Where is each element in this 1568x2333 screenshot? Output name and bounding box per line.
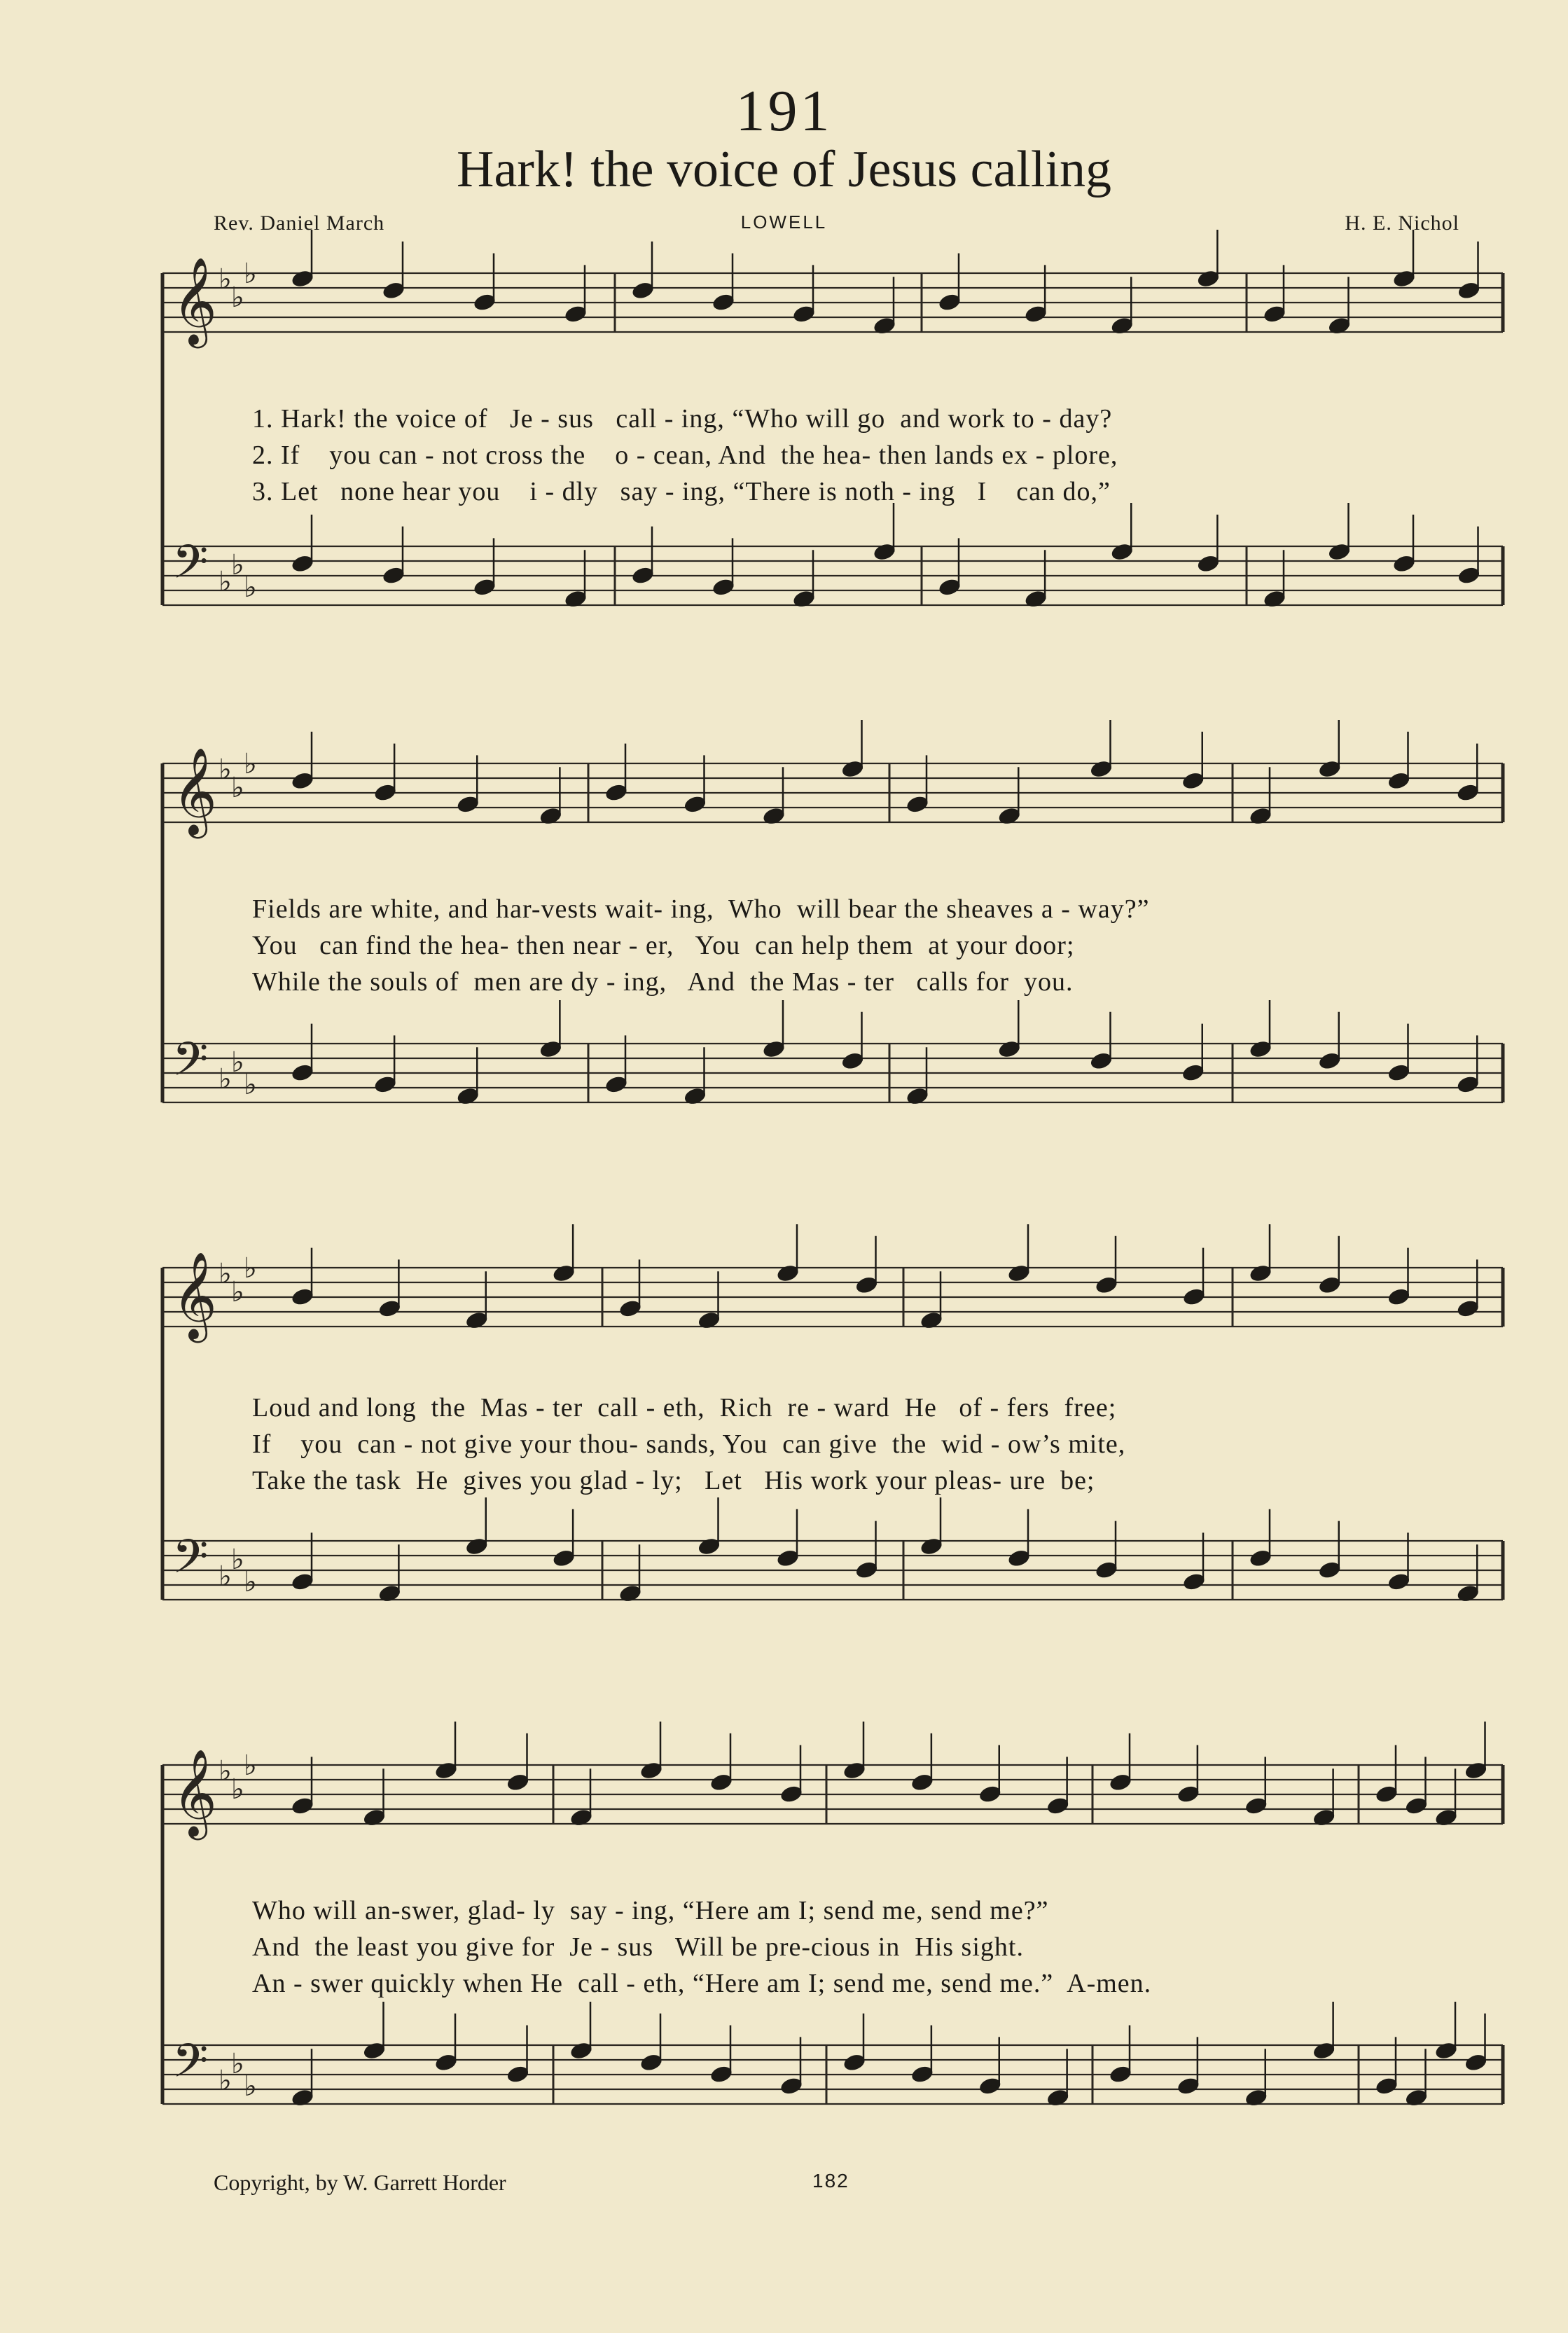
flat-icon: ♭ [244, 1252, 257, 1285]
flat-icon: ♭ [231, 2048, 244, 2080]
flat-icon: ♭ [218, 1560, 232, 1593]
flat-icon: ♭ [244, 1750, 257, 1782]
composer-credit: H. E. Nichol [1345, 212, 1459, 235]
flat-icon: ♭ [244, 2070, 257, 2103]
hymn-number: 191 [735, 78, 833, 144]
author-credit: Rev. Daniel March [214, 212, 385, 235]
flat-icon: ♭ [231, 1046, 244, 1079]
flat-icon: ♭ [218, 566, 232, 598]
flat-icon: ♭ [218, 754, 232, 786]
bass-clef-icon: 𝄢 [172, 535, 209, 600]
treble-clef-icon: 𝄞 [172, 1252, 217, 1339]
flat-icon: ♭ [231, 549, 244, 581]
page-number: 182 [812, 2170, 849, 2192]
flat-icon: ♭ [244, 572, 257, 604]
flat-icon: ♭ [231, 1276, 244, 1308]
lyric-line: And the least you give for Je - sus Will be pre-cious in His sight. [252, 1932, 1024, 1962]
lyric-line: Who will an-swer, glad- ly say - ing, “Here am I; send me, send me?” [252, 1896, 1049, 1925]
lyric-line: 2. If you can - not cross the o - cean, And the hea- then lands ex - plore, [252, 441, 1118, 470]
treble-clef-icon: 𝄞 [172, 747, 217, 835]
treble-clef-icon: 𝄞 [172, 1749, 217, 1836]
tune-name: LOWELL [740, 212, 828, 233]
lyric-line: You can find the hea- then near - er, You can help them at your door; [252, 931, 1075, 960]
bass-clef-icon: 𝄢 [172, 1530, 209, 1595]
flat-icon: ♭ [244, 748, 257, 780]
flat-icon: ♭ [218, 1258, 232, 1290]
flat-icon: ♭ [218, 1063, 232, 1095]
lyric-line: 1. Hark! the voice of Je - sus call - ing, “Who will go and work to - day? [252, 404, 1113, 434]
lyric-line: If you can - not give your thou- sands, You can give the wid - ow’s mite, [252, 1429, 1126, 1459]
flat-icon: ♭ [231, 282, 244, 314]
flat-icon: ♭ [231, 1544, 244, 1576]
hymn-title: Hark! the voice of Jesus calling [457, 141, 1111, 198]
lyric-line: While the souls of men are dy - ing, And the Mas - ter calls for you. [252, 967, 1074, 997]
lyric-line: Take the task He gives you glad - ly; Let His work your pleas- ure be; [252, 1466, 1095, 1495]
flat-icon: ♭ [218, 1755, 232, 1787]
lyric-line: An - swer quickly when He call - eth, “Here am I; send me, send me.” A-men. [252, 1969, 1152, 1998]
flat-icon: ♭ [231, 1773, 244, 1806]
flat-icon: ♭ [218, 263, 232, 296]
flat-icon: ♭ [244, 258, 257, 290]
flat-icon: ♭ [244, 1566, 257, 1598]
treble-clef-icon: 𝄞 [172, 257, 217, 345]
flat-icon: ♭ [244, 1069, 257, 1101]
bass-clef-icon: 𝄢 [172, 1032, 209, 1098]
lyric-line: Loud and long the Mas - ter call - eth, Rich re - ward He of - fers free; [252, 1393, 1117, 1422]
copyright-notice: Copyright, by W. Garrett Horder [214, 2170, 506, 2195]
lyric-line: Fields are white, and har-vests wait- ing, Who will bear the sheaves a - way?” [252, 894, 1150, 924]
flat-icon: ♭ [218, 2065, 232, 2097]
bass-clef-icon: 𝄢 [172, 2034, 209, 2099]
lyric-line: 3. Let none hear you i - dly say - ing, “There is noth - ing I can do,” [252, 477, 1111, 506]
flat-icon: ♭ [231, 772, 244, 804]
